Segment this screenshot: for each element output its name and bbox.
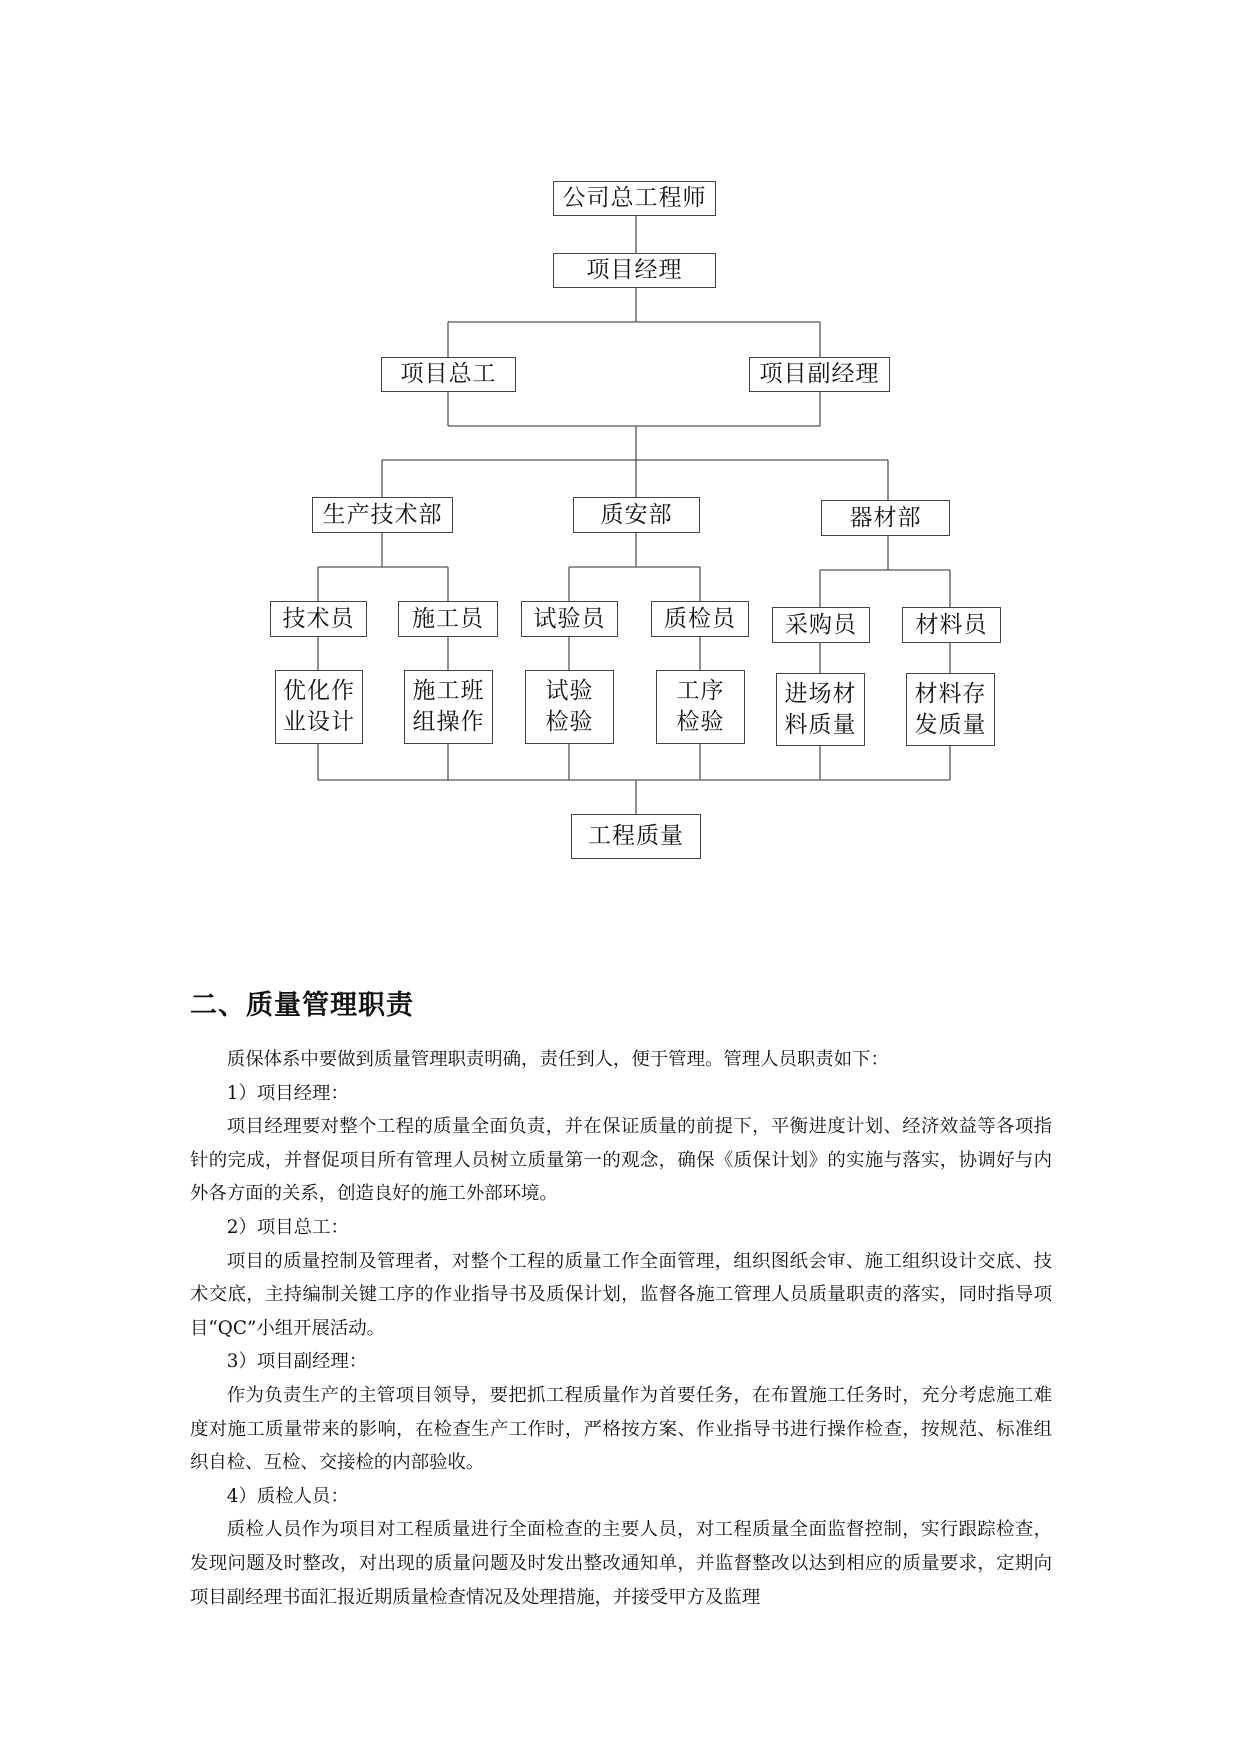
- node-chief-engineer: 公司总工程师: [553, 181, 716, 216]
- item-title-project-chief: 2）项目总工：: [226, 1216, 349, 1238]
- node-test-inspection: 试验 检验: [525, 670, 614, 744]
- node-process-inspection: 工序 检验: [656, 670, 745, 744]
- paragraph-intro: 质保体系中要做到质量管理职责明确，责任到人，便于管理。管理人员职责如下：: [226, 1049, 889, 1070]
- paragraph-inspectors: 质检人员作为项目对工程质量进行全面检查的主要人员，对工程质量全面监督控制，实行跟踪检查，发现问题及时整改，对出现的质量问题及时发出整改通知单，并监督整改以达到相应的质量要求，定期向项目副经理书面汇报近期质量检查情况及处理措施，并接受甲方及监理: [190, 1519, 1052, 1608]
- node-equipment-dept: 器材部: [821, 500, 950, 536]
- node-production-dept: 生产技术部: [312, 497, 453, 533]
- paragraph-project-manager: 项目经理要对整个工程的质量全面负责，并在保证质量的前提下，平衡进度计划、经济效益等各项指针的完成，并督促项目所有管理人员树立质量第一的观念，确保《质保计划》的实施与落实，协调好与内外各方面的关系，创造良好的施工外部环境。: [190, 1116, 1052, 1205]
- node-material-clerk: 材料员: [902, 607, 1001, 643]
- node-constructor: 施工员: [398, 601, 498, 637]
- paragraph-deputy-manager: 作为负责生产的主管项目领导，要把抓工程质量作为首要任务，在布置施工任务时，充分考虑施工难度对施工质量带来的影响，在检查生产工作时，严格按方案、作业指导书进行操作检查，按规范、标准组织自检、互检、交接检的内部验收。: [190, 1384, 1052, 1474]
- item-title-project-manager: 1）项目经理：: [226, 1082, 349, 1104]
- node-material-storage-quality: 材料存 发质量: [906, 673, 995, 746]
- node-incoming-material-quality: 进场材 料质量: [776, 673, 865, 746]
- section-heading: 二、质量管理职责: [190, 990, 414, 1021]
- item-title-deputy-manager: 3）项目副经理：: [226, 1351, 368, 1373]
- node-team-operation: 施工班 组操作: [404, 670, 493, 744]
- node-project-quality: 工程质量: [571, 814, 701, 859]
- paragraph-project-chief: 项目的质量控制及管理者，对整个工程的质量工作全面管理，组织图纸会审、施工组织设计交底、技术交底，主持编制关键工序的作业指导书及质保计划，监督各施工管理人员质量职责的落实，同时指导项目“QC”小组开展活动。: [190, 1250, 1052, 1339]
- item-title-inspectors: 4）质检人员：: [226, 1485, 349, 1507]
- node-purchaser: 采购员: [772, 607, 870, 643]
- node-project-chief: 项目总工: [381, 357, 516, 392]
- node-inspector: 质检员: [651, 601, 749, 637]
- node-tester: 试验员: [521, 601, 618, 637]
- section-body: [190, 1043, 1052, 1614]
- node-deputy-manager: 项目副经理: [749, 357, 890, 392]
- node-project-manager: 项目经理: [553, 253, 716, 288]
- node-technician: 技术员: [270, 601, 367, 637]
- node-optimize-design: 优化作 业设计: [275, 670, 363, 744]
- node-quality-safety-dept: 质安部: [573, 497, 700, 533]
